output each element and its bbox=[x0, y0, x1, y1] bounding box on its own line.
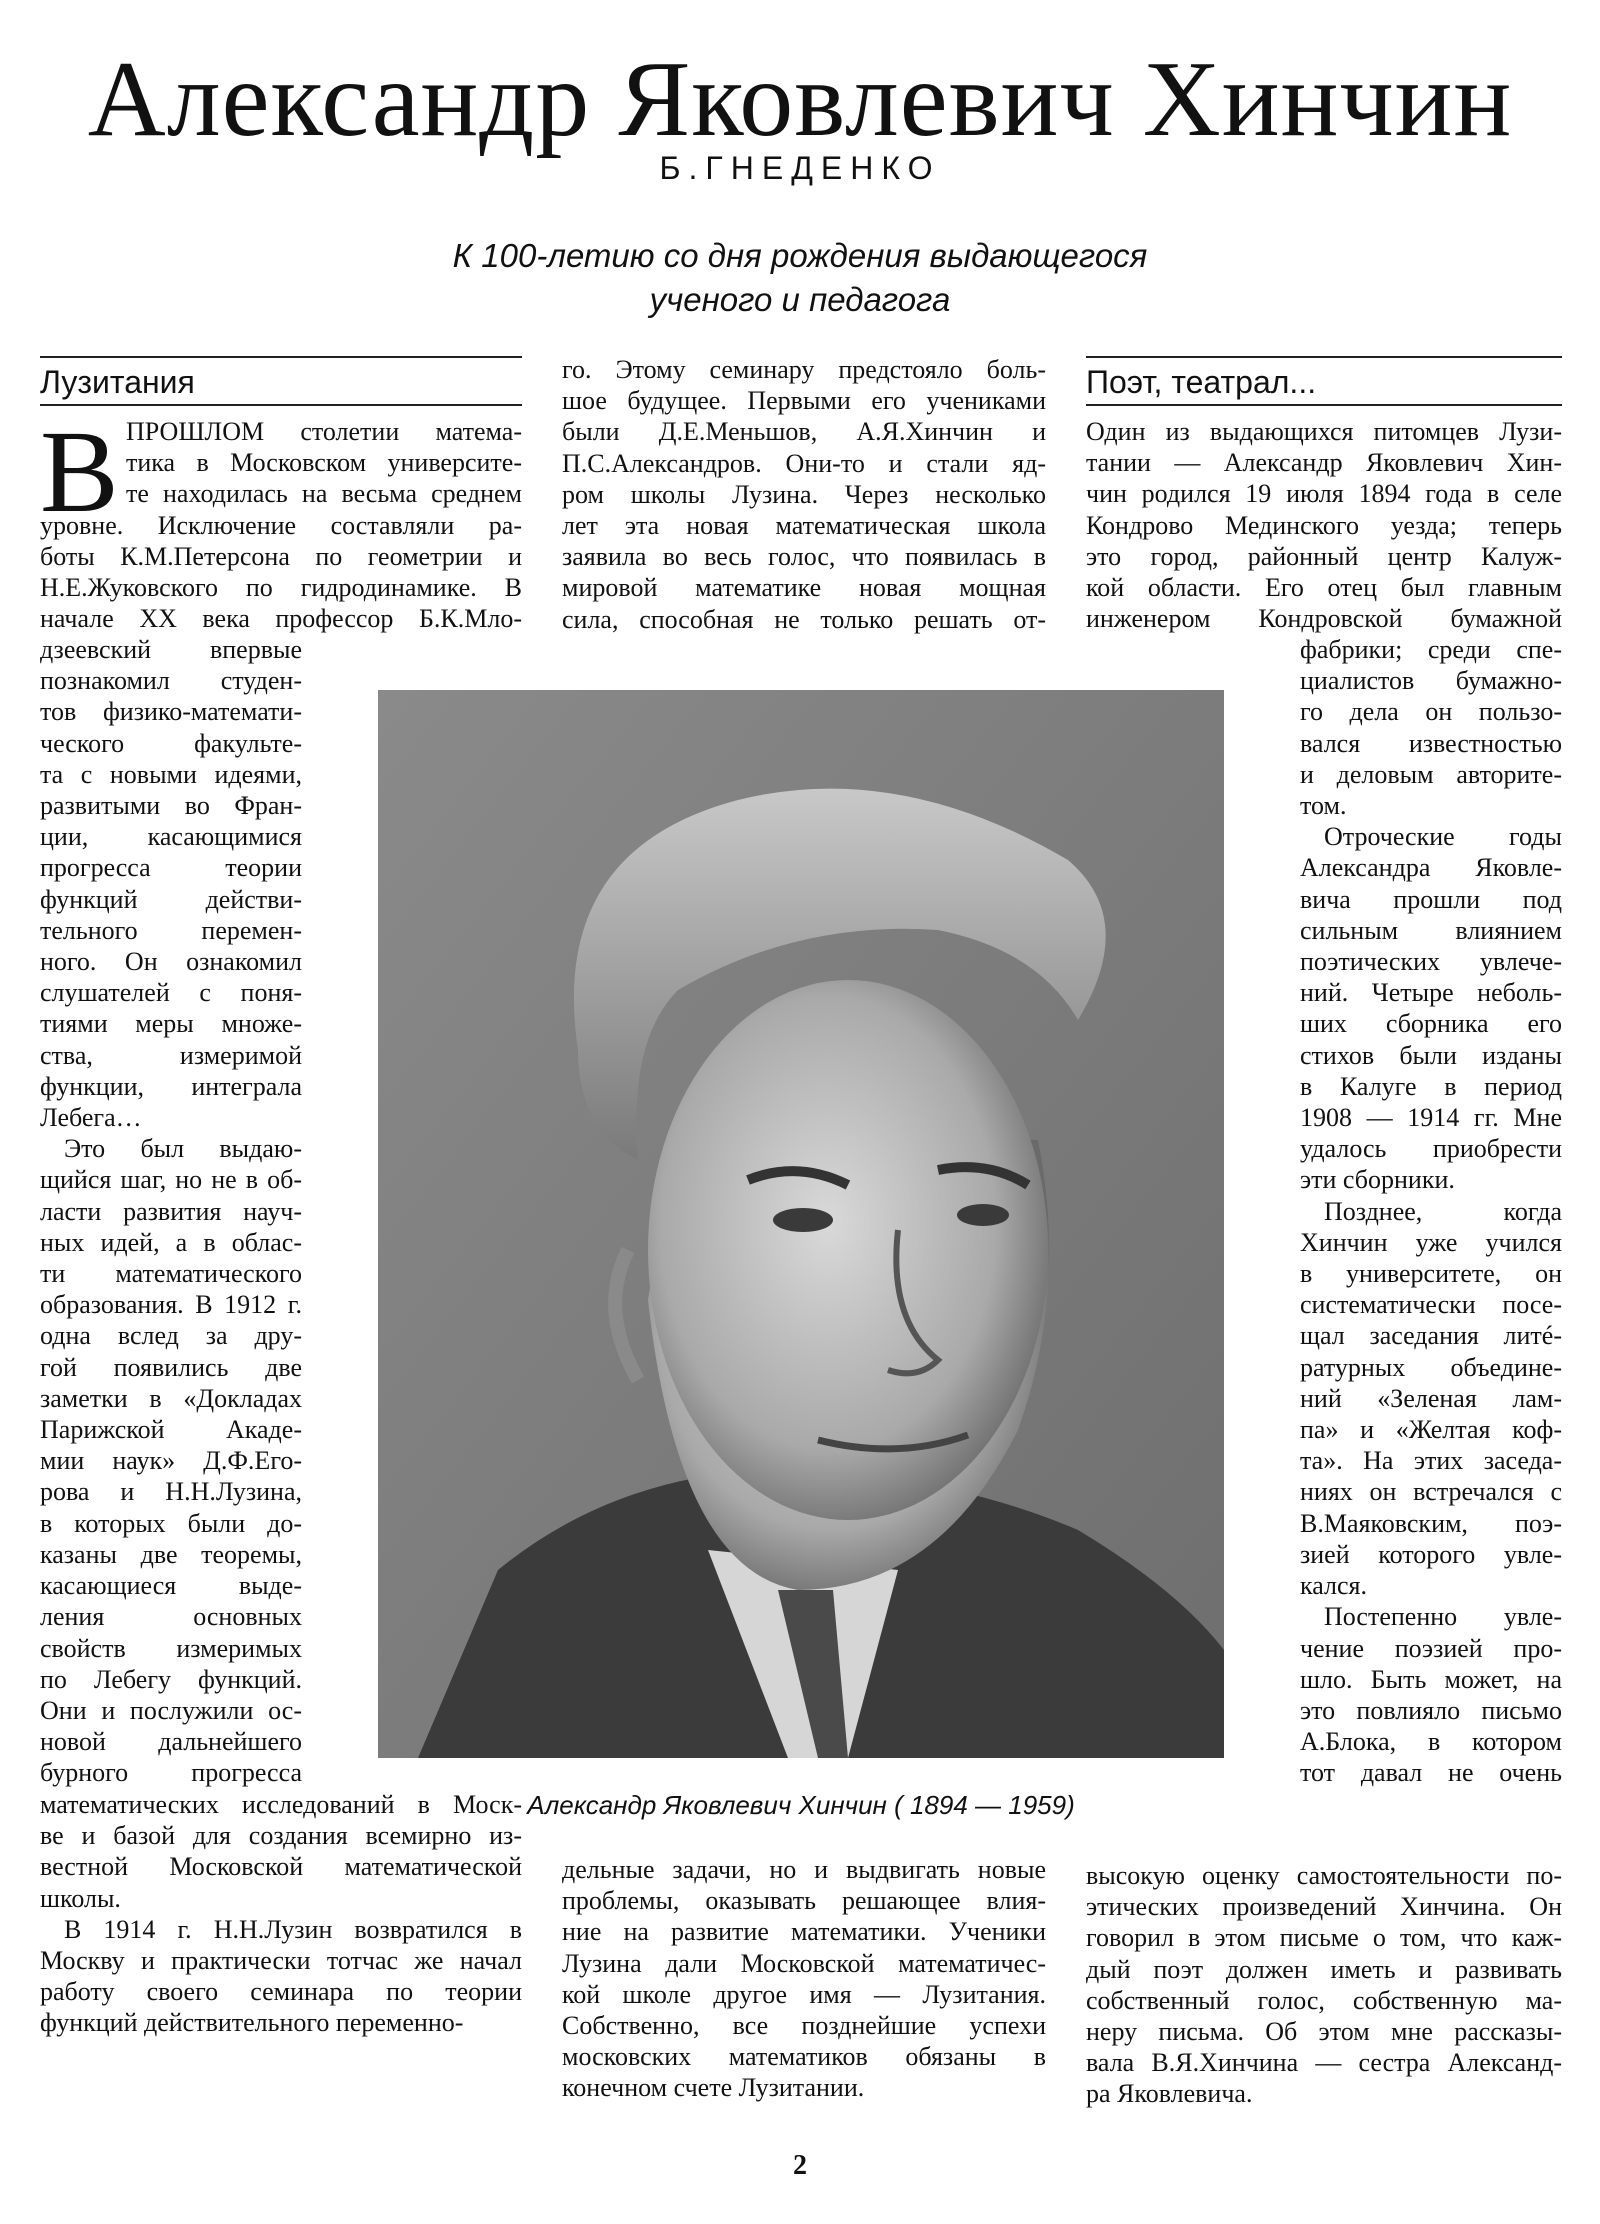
text-line: собственный голос, собственную ма- bbox=[1086, 1985, 1562, 2015]
text-line: ра Яковлевича. bbox=[1086, 2079, 1253, 2109]
col2-paragraph-bottom bbox=[562, 1854, 1046, 2104]
text-line: вича прошли под bbox=[1300, 884, 1562, 914]
col1-paragraph-intro bbox=[40, 406, 522, 634]
article-title: Александр Яковлевич Хинчин bbox=[87, 40, 1513, 159]
text-line: в которых были до- bbox=[40, 1508, 302, 1538]
text-line: ниях он встречался с bbox=[1300, 1477, 1562, 1507]
text-line: бурного прогресса bbox=[40, 1758, 302, 1788]
text-line: та». На этих заседа- bbox=[1300, 1446, 1562, 1476]
text-line: Позднее, когда bbox=[1324, 1196, 1562, 1226]
text-line: функций действи- bbox=[40, 884, 302, 914]
text-line: тании — Александр Яковлевич Хин- bbox=[1086, 448, 1562, 478]
text-line: в университете, он bbox=[1300, 1259, 1562, 1289]
text-line: В 1914 г. Н.Н.Лузин возвратился в bbox=[64, 1914, 522, 1944]
text-line: лет эта новая математическая школа bbox=[562, 511, 1046, 541]
text-line: развитыми во Фран- bbox=[40, 791, 302, 821]
text-line: дзеевский впервые bbox=[40, 635, 302, 664]
text-line: школы. bbox=[40, 1883, 121, 1913]
text-line: Н.Е.Жуковского по гидродинамике. В bbox=[40, 573, 522, 603]
text-line: московских математиков обязаны в bbox=[562, 2042, 1046, 2072]
text-line: Лебега… bbox=[40, 1103, 142, 1133]
text-line: познакомил студен- bbox=[40, 666, 302, 696]
text-line: А.Блока, в котором bbox=[1300, 1727, 1562, 1757]
section-rule bbox=[40, 356, 522, 358]
col3-paragraph-intro bbox=[1086, 416, 1562, 634]
text-line: начале ХХ века профессор Б.К.Мло- bbox=[40, 604, 522, 634]
text-line: вала В.Я.Хинчина — сестра Александ- bbox=[1086, 2048, 1562, 2078]
text-line: инженером Кондровской бумажной bbox=[1086, 604, 1562, 634]
text-line: работу своего семинара по теории bbox=[40, 1977, 522, 2007]
text-line: кой школе другое имя — Лузитания. bbox=[562, 1979, 1046, 2009]
text-line: дельные задачи, но и выдвигать новые bbox=[562, 1855, 1046, 1884]
text-line: говорил в этом письме о том, что каж- bbox=[1086, 1923, 1562, 1953]
text-line: чин родился 19 июля 1894 года в селе bbox=[1086, 479, 1562, 509]
text-line: свойств измеримых bbox=[40, 1633, 302, 1663]
text-line: уровне. Исключение составляли ра- bbox=[40, 510, 522, 540]
text-line: удалось приобрести bbox=[1300, 1134, 1562, 1164]
text-line: прогресса теории bbox=[40, 853, 302, 883]
text-line: сильным влиянием bbox=[1300, 915, 1562, 945]
text-line: рова и Н.Н.Лузина, bbox=[40, 1477, 302, 1507]
page-number: 2 bbox=[793, 2150, 807, 2181]
col3-paragraph-narrow bbox=[1300, 634, 1562, 1789]
text-line: эти сборники. bbox=[1300, 1165, 1455, 1195]
text-line: 1908 — 1914 гг. Мне bbox=[1300, 1103, 1562, 1133]
text-line: П.С.Александров. Они-то и стали яд- bbox=[562, 448, 1046, 478]
text-line: кой области. Его отец был главным bbox=[1086, 573, 1562, 603]
text-line: ти математического bbox=[40, 1259, 302, 1289]
text-line: казаны две теоремы, bbox=[40, 1539, 302, 1569]
text-line: поэтических увлече- bbox=[1300, 947, 1562, 977]
text-line: одна вслед за дру- bbox=[40, 1321, 302, 1351]
text-line: систематически посе- bbox=[1300, 1290, 1562, 1320]
text-line: та с новыми идеями, bbox=[40, 759, 302, 789]
text-line: заметки в «Докладах bbox=[40, 1383, 302, 1413]
text-line: ром школы Лузина. Через несколько bbox=[562, 479, 1046, 509]
section-rule bbox=[1086, 356, 1562, 358]
text-line: ции, касающимися bbox=[40, 822, 302, 852]
text-line: Они и послужили ос- bbox=[40, 1695, 302, 1725]
text-line: зией которого увле- bbox=[1300, 1539, 1562, 1569]
text-line: Лузина дали Московской математичес- bbox=[562, 1948, 1046, 1978]
drop-cap: В bbox=[40, 406, 119, 537]
subtitle-line: ученого и педагога bbox=[649, 281, 951, 318]
text-line: ратурных объедине- bbox=[1300, 1352, 1562, 1382]
text-line: ний «Зеленая лам- bbox=[1300, 1383, 1562, 1413]
text-line: том. bbox=[1300, 791, 1347, 821]
text-line: ших сборника его bbox=[1300, 1009, 1562, 1039]
text-line: щийся шаг, но не в об- bbox=[40, 1165, 302, 1195]
text-line: кался. bbox=[1300, 1571, 1367, 1601]
text-line: функций действительного переменно- bbox=[40, 2008, 464, 2038]
text-line: этических произведений Хинчина. Он bbox=[1086, 1892, 1562, 1922]
text-line: фабрики; среди спе- bbox=[1300, 635, 1562, 664]
portrait-photo bbox=[378, 690, 1224, 1758]
text-line: это повлияло письмо bbox=[1300, 1695, 1562, 1725]
text-line: неру письма. Об этом мне рассказы- bbox=[1086, 2017, 1562, 2047]
text-line: тельного перемен- bbox=[40, 915, 302, 945]
text-line: боты К.М.Петерсона по геометрии и bbox=[40, 541, 522, 571]
text-line: мии наук» Д.Ф.Его- bbox=[40, 1446, 302, 1476]
text-line: щал заседания литé- bbox=[1300, 1321, 1562, 1351]
text-line: шло. Быть может, на bbox=[1300, 1664, 1562, 1694]
text-line: вестной Московской математической bbox=[40, 1852, 522, 1882]
text-line: Отроческие годы bbox=[1324, 822, 1562, 852]
text-line: Один из выдающихся питомцев Лузи- bbox=[1086, 417, 1562, 446]
text-line: ства, измеримой bbox=[40, 1040, 302, 1070]
section-heading-poet: Поэт, театрал... bbox=[1086, 364, 1317, 400]
text-line: чение поэзией про- bbox=[1300, 1633, 1562, 1663]
text-line: в Калуге в период bbox=[1300, 1071, 1562, 1101]
col1-paragraph-bottom bbox=[40, 1789, 522, 2039]
text-line: В.Маяковским, поэ- bbox=[1300, 1508, 1562, 1538]
text-line: Это был выдаю- bbox=[64, 1134, 302, 1164]
text-line: Собственно, все позднейшие успехи bbox=[562, 2011, 1046, 2041]
text-line: слушателей с поня- bbox=[40, 978, 302, 1008]
text-line: ных идей, а в облас- bbox=[40, 1227, 302, 1257]
text-line: стихов были изданы bbox=[1300, 1040, 1562, 1070]
text-line: ного. Он ознакомил bbox=[40, 947, 302, 977]
text-line: ний. Четыре неболь- bbox=[1300, 978, 1562, 1008]
text-line: функции, интеграла bbox=[40, 1071, 302, 1101]
text-line: ние на развитие математики. Ученики bbox=[562, 1917, 1046, 1947]
text-line: те находилась на весьма среднем bbox=[126, 479, 522, 509]
article-subtitle bbox=[330, 234, 1270, 322]
text-line: ПРОШЛОМ столетии матема- bbox=[126, 417, 522, 446]
text-line: образования. В 1912 г. bbox=[40, 1290, 302, 1320]
text-line: высокую оценку самостоятельности по- bbox=[1086, 1861, 1562, 1890]
text-line: па» и «Желтая коф- bbox=[1300, 1415, 1562, 1445]
text-line: и деловым авторите- bbox=[1300, 759, 1562, 789]
text-line: дый поэт должен иметь и развивать bbox=[1086, 1954, 1562, 1984]
text-line: ления основных bbox=[40, 1602, 302, 1632]
text-line: тот давал не очень bbox=[1300, 1758, 1562, 1788]
text-line: Хинчин уже учился bbox=[1300, 1227, 1562, 1257]
text-line: тиями меры множе- bbox=[40, 1009, 302, 1039]
text-line: вался известностью bbox=[1300, 728, 1562, 758]
text-line: проблемы, оказывать решающее влия- bbox=[562, 1886, 1046, 1916]
text-line: ческого факульте- bbox=[40, 728, 302, 758]
col1-paragraph-narrow bbox=[40, 634, 302, 1789]
text-line: сила, способная не только решать от- bbox=[562, 604, 1046, 634]
text-line: тика в Московском университе- bbox=[126, 448, 522, 478]
text-line: Москву и практически тотчас же начал bbox=[40, 1946, 522, 1976]
text-line: новой дальнейшего bbox=[40, 1727, 302, 1757]
text-line: шое будущее. Первыми его учениками bbox=[562, 386, 1046, 416]
text-line: ласти развития науч- bbox=[40, 1196, 302, 1226]
text-line: Кондрово Мединского уезда; теперь bbox=[1086, 510, 1562, 540]
photo-caption: Александр Яковлевич Хинчин ( 1894 — 1959) bbox=[527, 1790, 1075, 1820]
text-line: гой появились две bbox=[40, 1352, 302, 1382]
section-rule bbox=[1086, 404, 1562, 406]
col2-paragraph-top bbox=[562, 354, 1046, 635]
section-heading-lusitania: Лузитания bbox=[40, 364, 195, 400]
text-line: касающиеся выде- bbox=[40, 1571, 302, 1601]
text-line: го. Этому семинару предстояло боль- bbox=[562, 355, 1046, 384]
subtitle-line: К 100-летию со дня рождения выдающегося bbox=[452, 237, 1148, 274]
text-line: Парижской Акаде- bbox=[40, 1415, 302, 1445]
text-line: тов физико-математи- bbox=[40, 697, 302, 727]
text-line: Александра Яковле- bbox=[1300, 853, 1562, 883]
article-author: Б.ГНЕДЕНКО bbox=[659, 150, 941, 186]
text-line: математических исследований в Моск- bbox=[40, 1790, 522, 1819]
text-line: циалистов бумажно- bbox=[1300, 666, 1562, 696]
text-line: были Д.Е.Меньшов, А.Я.Хинчин и bbox=[562, 417, 1046, 447]
portrait-image bbox=[378, 690, 1224, 1758]
text-line: Постепенно увле- bbox=[1324, 1602, 1562, 1632]
text-line: ве и базой для создания всемирно из- bbox=[40, 1821, 522, 1851]
col3-paragraph-bottom bbox=[1086, 1860, 1562, 2110]
text-line: конечном счете Лузитании. bbox=[562, 2073, 865, 2103]
text-line: это город, районный центр Калуж- bbox=[1086, 541, 1562, 571]
text-line: заявила во весь голос, что появилась в bbox=[562, 542, 1046, 572]
text-line: го дела он пользо- bbox=[1300, 697, 1562, 727]
text-line: мировой математике новая мощная bbox=[562, 573, 1046, 603]
text-line: по Лебегу функций. bbox=[40, 1664, 302, 1694]
